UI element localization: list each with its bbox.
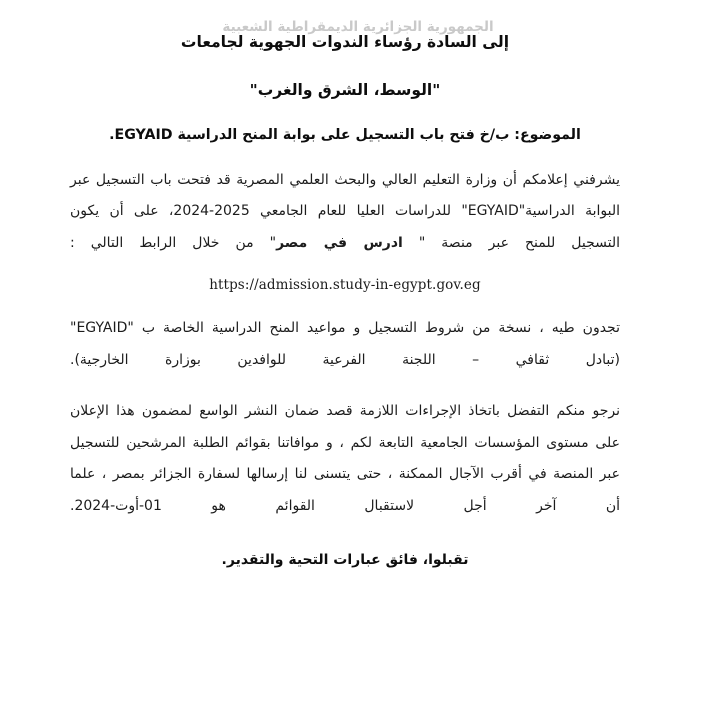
clipped-header-line: الجمهورية الجزائرية الديمقراطية الشعبية	[222, 19, 494, 35]
subject-line: الموضوع: ب/خ فتح باب التسجيل على بوابة المنح الدراسية EGYAID.	[109, 127, 581, 144]
paragraph-attachment-note: تجدون طيه ، نسخة من شروط التسجيل و مواعيد المنح الدراسية الخاصة ب "EGYAID" (تبادل ثقافي – اللجنة الفرعية للوافدين بوزارة الخارجية).	[70, 320, 620, 368]
closing-salutation: تقبلوا، فائق عبارات التحية والتقدير.	[221, 552, 469, 569]
document-body	[70, 32, 620, 568]
recipient-heading-line-2: "الوسط، الشرق والغرب"	[249, 81, 441, 100]
registration-portal-link[interactable]: https://admission.study-in-egypt.gov.eg	[209, 277, 481, 294]
platform-name-emphasis: ادرس في مصر	[276, 234, 403, 251]
paragraph-instructions: نرجو منكم التفضل باتخاذ الإجراءات اللازمة قصد ضمان النشر الواسع لمضمون هذا الإعلان على مستوى المؤسسات الجامعية التابعة لكم ، و موافاتنا بقوائم الطلبة المرشحين للتسجيل عبر المنصة في أقرب الآجال الممكنة ، حتى يتسنى لنا إرسالها لسفارة الجزائر بمصر ، علما أن آخر أجل لاستقبال القوائم هو 01-أوت-2024.	[70, 403, 620, 514]
recipient-heading-line-1: إلى السادة رؤساء الندوات الجهوية لجامعات	[180, 33, 510, 51]
document-page	[0, 19, 716, 707]
paragraph-registration-announcement: يشرفني إعلامكم أن وزارة التعليم العالي والبحث العلمي المصرية قد فتحت باب التسجيل عبر البوابة الدراسية"EGYAID" للدراسات العليا للعام الجامعي 2025-2024، على أن يكون التسجيل للمنح عبر منصة " ادرس في مصر" من خلال الرابط التالي :	[70, 171, 621, 251]
